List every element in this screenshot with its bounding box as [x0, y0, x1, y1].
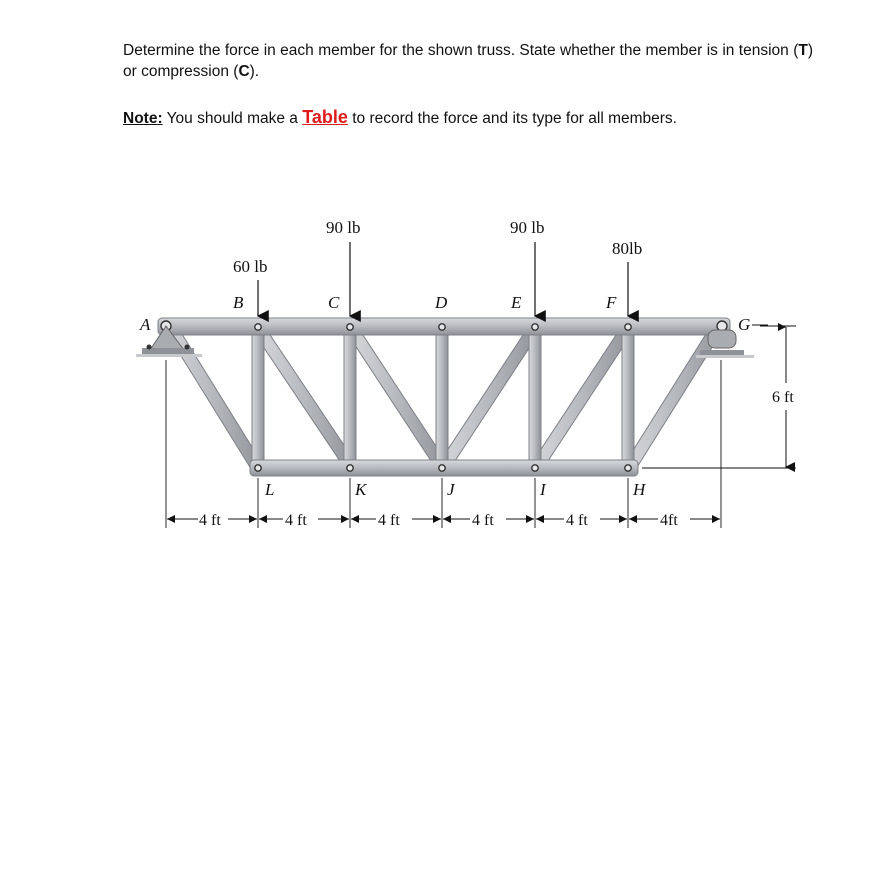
table-highlight: Table: [302, 107, 348, 127]
joint-label-H: H: [633, 480, 646, 499]
member-IF: [530, 326, 634, 470]
note-label: Note:: [123, 110, 163, 127]
joint-label-B: B: [233, 293, 244, 312]
load-label-F: 80lb: [612, 239, 643, 258]
load-label-E: 90 lb: [510, 218, 545, 237]
joint-label-E: E: [511, 293, 522, 312]
member-JE: [437, 326, 541, 470]
joint-label-I: I: [540, 480, 546, 499]
member-BL: [252, 326, 264, 468]
member-BK: [252, 326, 358, 470]
joint-label-K: K: [355, 480, 367, 499]
dim-label-5: 4 ft: [566, 512, 588, 529]
member-EI: [529, 326, 541, 468]
dim-label-6: 4ft: [660, 512, 678, 529]
joint-label-L: L: [265, 480, 275, 499]
dim-label-4: 4 ft: [472, 512, 494, 529]
member-CJ: [345, 326, 449, 470]
joint-label-G: G: [738, 315, 751, 334]
member-FH: [622, 326, 634, 468]
height-dim-label: 6 ft: [772, 389, 794, 406]
member-CK: [344, 326, 356, 468]
joint-label-J: J: [447, 480, 455, 499]
dim-label-2: 4 ft: [285, 512, 307, 529]
web-members: [160, 318, 728, 472]
joint-label-D: D: [435, 293, 448, 312]
dim-label-1: 4 ft: [199, 512, 221, 529]
joint-label-C: C: [328, 293, 340, 312]
load-label-C: 90 lb: [326, 218, 361, 237]
problem-statement: Determine the force in each member for the shown truss. State whether the member is in tension (T) or compression (C).: [123, 42, 813, 80]
note-line: Note: You should make a Table to record the force and its type for all members.: [123, 107, 677, 127]
joint-label-F: F: [606, 293, 617, 312]
load-label-B: 60 lb: [233, 257, 268, 276]
dim-label-3: 4 ft: [378, 512, 400, 529]
joint-label-A: A: [140, 315, 151, 334]
member-DJ: [436, 326, 448, 468]
